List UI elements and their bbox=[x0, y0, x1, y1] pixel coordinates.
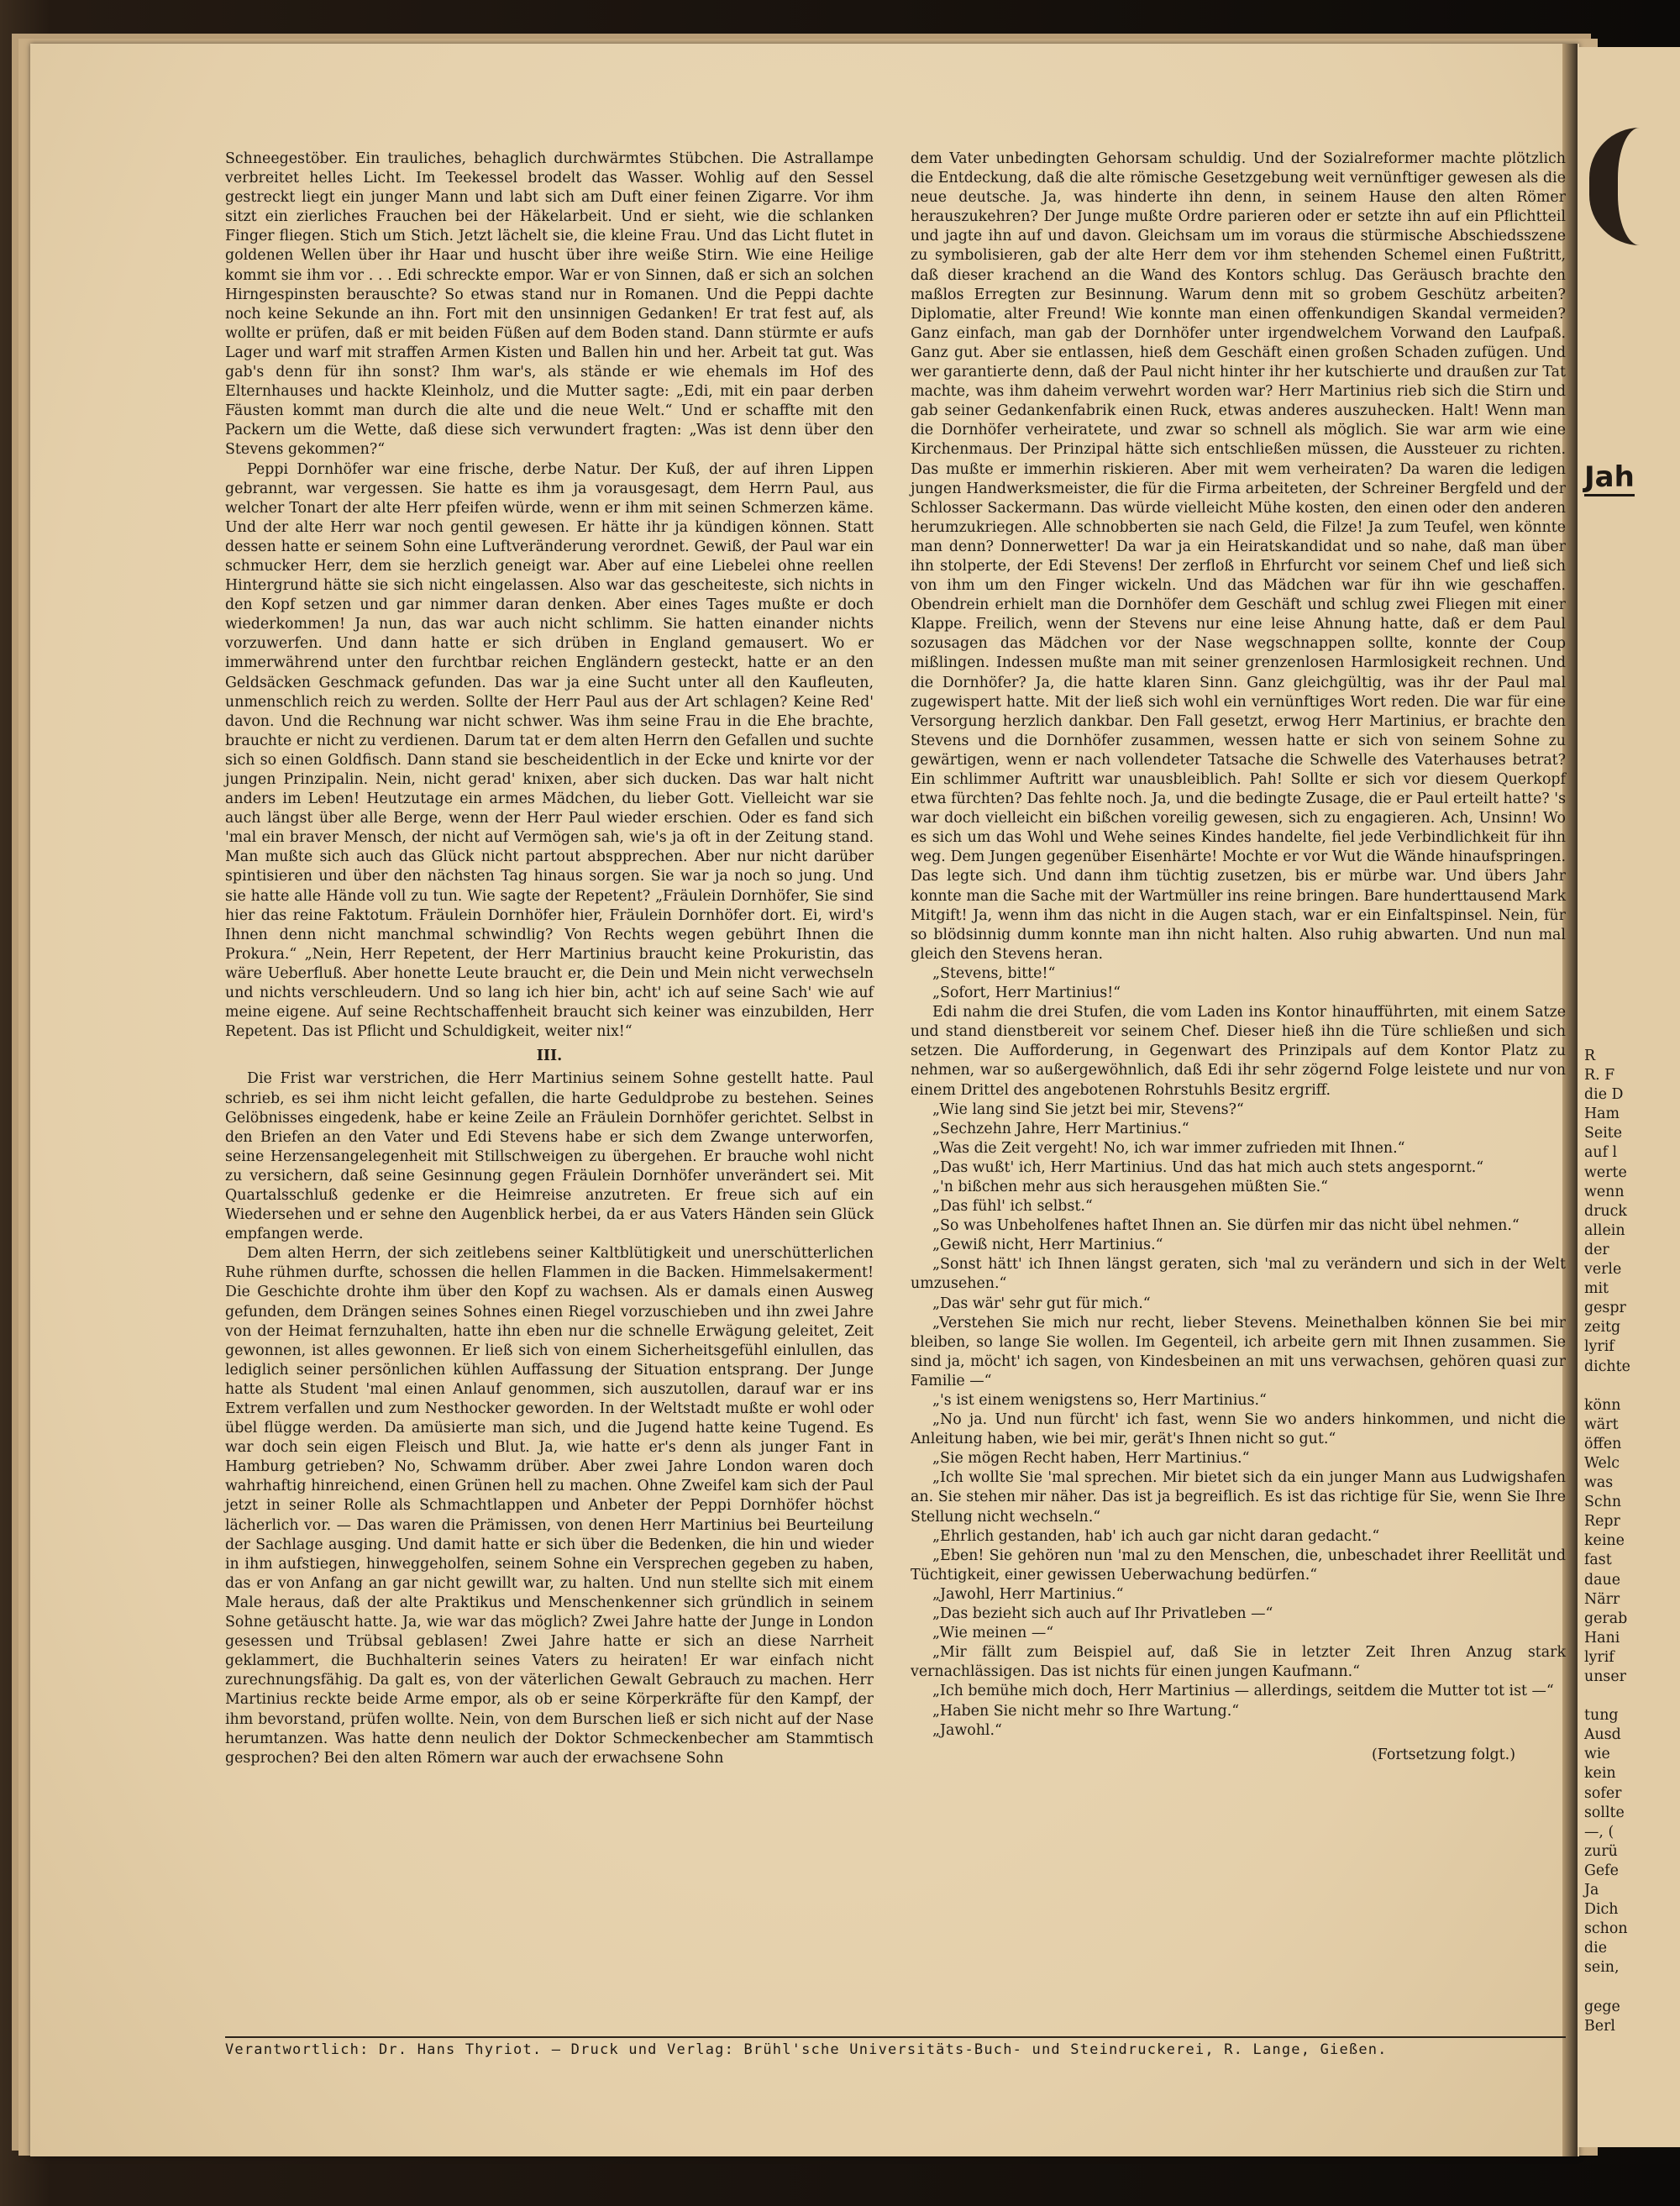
adjacent-page-line: öffen bbox=[1584, 1435, 1622, 1452]
adjacent-page-line: der bbox=[1584, 1241, 1609, 1258]
adjacent-page-line: sollte bbox=[1584, 1804, 1625, 1821]
section-number: III. bbox=[536, 1048, 563, 1065]
dialogue-line: „'s ist einem wenigstens so, Herr Martinius.“ bbox=[932, 1392, 1267, 1409]
paragraph: Die Frist war verstrichen, die Herr Martinius seinem Sohne gestellt hatte. Paul schrieb, es sei ihm nicht leicht gefallen, die harte Geduldprobe zu bestehen. Seines Gelöbnisses eingedenk, habe er keine Zeile an Fräulein Dornhöfer gerichtet. Selbst in den Briefen an den Vater und Edi Stevens habe er sich dem Zwange unterworfen, seine Herzensangelegenheit mit Stillschweigen zu übergehen. Er brauche wohl nicht zu versichern, daß seine Gesinnung gegen Fräulein Dornhöfer unverändert sei. Mit Quartalsschluß gedenke er die Heimreise anzutreten. Er freue sich auf ein Wiedersehen und er sehne den Augenblick herbei, da er aus Vaters Händen sein Glück empfangen werde. bbox=[225, 1070, 874, 1243]
adjacent-page-line: Närr bbox=[1584, 1590, 1620, 1608]
adjacent-page-line: R. F bbox=[1584, 1067, 1615, 1085]
adjacent-page-line: unser bbox=[1584, 1668, 1626, 1685]
adjacent-page-line: könn bbox=[1584, 1396, 1621, 1414]
adjacent-page-line: druck bbox=[1584, 1202, 1627, 1220]
dialogue-line: „Sofort, Herr Martinius!“ bbox=[932, 985, 1121, 1002]
adjacent-page-line: Seite bbox=[1584, 1125, 1623, 1142]
adjacent-page-heading: Jah bbox=[1584, 460, 1635, 496]
adjacent-page-line: Ausd bbox=[1584, 1726, 1621, 1744]
adjacent-page-line: auf l bbox=[1584, 1144, 1618, 1162]
adjacent-page-line: daue bbox=[1584, 1571, 1620, 1589]
adjacent-page-line: fast bbox=[1584, 1552, 1612, 1569]
dialogue-line: „So was Unbeholfenes haftet Ihnen an. Sie dürfen mir das nicht übel nehmen.“ bbox=[932, 1217, 1520, 1235]
adjacent-page-line: zurü bbox=[1584, 1842, 1618, 1860]
adjacent-page-line: tung bbox=[1584, 1707, 1619, 1725]
dialogue-line: „Jawohl, Herr Martinius.“ bbox=[932, 1585, 1124, 1603]
dialogue-line: „Wie lang sind Sie jetzt bei mir, Stevens?“ bbox=[932, 1100, 1244, 1118]
dialogue-line: „Sonst hätt' ich Ihnen längst geraten, sich 'mal zu verändern und sich in der Welt umzusehen.“ bbox=[911, 1256, 1566, 1293]
paragraph: Edi nahm die drei Stufen, die vom Laden ins Kontor hinaufführten, mit einem Satze und stand dienstbereit vor seinem Chef. Dieser hieß ihn die Türe schließen und sich setzen. Die Aufforderung, in Gegenwart des Prinzipals auf dem Kontor Platz zu nehmen, war so außergewöhnlich, daß Edi ihr sehr zögernd Folge leistete und nur von einem Drittel des angebotenen Rohrstuhls Besitz ergriff. bbox=[911, 1004, 1566, 1099]
footer-rule bbox=[225, 2036, 1566, 2038]
adjacent-page-line: gespr bbox=[1584, 1300, 1626, 1317]
dialogue-line: „Ich bemühe mich doch, Herr Martinius — allerdings, seitdem die Mutter tot ist —“ bbox=[932, 1683, 1554, 1700]
adjacent-page-line: Hani bbox=[1584, 1629, 1620, 1647]
dialogue-line: „No ja. Und nun fürcht' ich fast, wenn Sie wo anders hinkommen, und nicht die Anleitung haben, wie bei mir, gerät's Ihnen nicht so gut.“ bbox=[911, 1411, 1566, 1448]
large-initial-fragment bbox=[1589, 128, 1680, 245]
adjacent-page-line bbox=[1584, 1687, 1680, 1706]
adjacent-page-line: die bbox=[1584, 1940, 1607, 1957]
adjacent-page-line: zeitg bbox=[1584, 1319, 1621, 1337]
adjacent-page-line bbox=[1584, 1978, 1680, 1998]
dialogue-line: „Haben Sie nicht mehr so Ihre Wartung.“ bbox=[932, 1702, 1240, 1720]
adjacent-page-line: Welc bbox=[1584, 1454, 1620, 1472]
adjacent-page-line: werte bbox=[1584, 1163, 1627, 1181]
adjacent-page-line: gege bbox=[1584, 1998, 1620, 2015]
adjacent-page-line: Dich bbox=[1584, 1901, 1619, 1919]
adjacent-page-line: Ham bbox=[1584, 1106, 1620, 1123]
dialogue-line: „Das fühl' ich selbst.“ bbox=[932, 1198, 1093, 1216]
dialogue-line: „Das wär' sehr gut für mich.“ bbox=[932, 1295, 1151, 1312]
adjacent-page-line: sofer bbox=[1584, 1784, 1622, 1802]
dialogue-line: „Wie meinen —“ bbox=[932, 1625, 1054, 1642]
dialogue-line: „Das bezieht sich auch auf Ihr Privatleben —“ bbox=[932, 1605, 1273, 1623]
dialogue-line: „Verstehen Sie mich nur recht, lieber Stevens. Meinethalben können Sie bei mir bleiben, so lange Sie wollen. Im Gegenteil, ich arbeite gern mit Ihnen zusammen. Sie sind ja, möcht' ich sagen, von Kindesbeinen an mit uns verwachsen, gehören quasi zur Familie —“ bbox=[911, 1314, 1566, 1389]
adjacent-page-line: Schn bbox=[1584, 1494, 1622, 1511]
dialogue-line: „Was die Zeit vergeht! No, ich war immer zufrieden mit Ihnen.“ bbox=[932, 1139, 1405, 1157]
dialogue-line: „Ehrlich gestanden, hab' ich auch gar nicht daran gedacht.“ bbox=[932, 1527, 1380, 1545]
adjacent-page-text bbox=[1584, 1047, 1680, 2036]
adjacent-page bbox=[1578, 47, 1680, 2147]
adjacent-page-line: R bbox=[1584, 1048, 1596, 1064]
adjacent-page-line: Repr bbox=[1584, 1513, 1620, 1531]
paragraph: dem Vater unbedingten Gehorsam schuldig. Und der Sozialreformer machte plötzlich die Entdeckung, daß die alte römische Gesetzgebung weit vernünftiger gewesen als die neue deutsche. Ja, was hinderte ihn denn, in seinem Hause den alten Römer herauszukehren? Der Junge mußte Ordre parieren oder er setzte ihn auf ein Pflichtteil und jagte ihn auf und davon. Gleichsam um im voraus die stürmische Abschiedsszene zu symbolisieren, gab der alte Herr dem vor ihm stehenden Schemel einen Fußtritt, daß dieser krachend an die Wand des Kontors schlug. Das Geräusch brachte den maßlos Erregten zur Besinnung. Warum denn mit so grobem Geschütz arbeiten? Diplomatie, alter Freund! Wie konnte man einen offenkundigen Skandal vermeiden? Ganz einfach, man gab der Dornhöfer unter irgendwelchem Vorwand den Laufpaß. Ganz gut. Aber sie entlassen, hieß dem Geschäft einen großen Schaden zufügen. Und wer garantierte denn, daß der Paul nicht hinter ihr her kutschierte und draußen zur Tat machte, was ihm daheim verwehrt worden war? Herr Martinius rieb sich die Stirn und gab seiner Gedankenfabrik einen Ruck, etwas anderes auszuhecken. Halt! Wenn man die Dornhöfer verheiratete, und zwar so schnell als möglich. Sie war arm wie eine Kirchenmaus. Der Prinzipal hätte sich entschließen müssen, die Aussteuer zu richten. Das mußte er immerhin riskieren. Aber mit wem verheiraten? Da waren die ledigen jungen Handwerksmeister, die für die Firma arbeiteten, der Schreiner Bergfeld und der Schlosser Sackermann. Das würde vielleicht Mühe kosten, den einen oder den anderen herumzukriegen. Alle schnobberten sie nach Geld, die Filze! Ja zum Teufel, wen könnte man denn? Donnerwetter! Da war ja ein Heiratskandidat und so nahe, daß man über ihn stolperte, der Edi Stevens! Der zerfloß in Ehrfurcht vor seinem Chef und ließ sich von ihm um den Finger wickeln. Und das Mädchen war für ihn wie geschaffen. Obendrein erhielt man die Dornhöfer dem Geschäft und schlug zwei Fliegen mit einer Klappe. Freilich, wenn der Stevens nur eine leise Ahnung hatte, daß er dem Paul sozusagen das Mädchen vor der Nase wegschnappen sollte, konnte der Coup mißlingen. Indessen mußte man mit seiner grenzenlosen Harmlosigkeit rechnen. Und die Dornhöfer? Ja, die hatte klaren Sinn. Ganz gleichgültig, was ihr der Paul mal zugewispert hatte. Mit der ließ sich wohl ein vernünftiges Wort reden. Die war für eine Versorgung herzlich dankbar. Den Fall gesetzt, erwog Herr Martinius, er brachte den Stevens und die Dornhöfer zusammen, wessen hatte er sich von seinem Sohne zu gewärtigen, wenn er nach vollendeter Tatsache die Schwelle des Vaterhauses betrat? Ein schlimmer Auftritt war unausbleiblich. Pah! Sollte er sich vor diesem Querkopf etwa fürchten? Das fehlte noch. Ja, und die bedingte Zusage, die er Paul erteilt hatte? 's war doch vielleicht ein bißchen voreilig gewesen, sich zu engagieren. Ach, Unsinn! Wo es sich um das Wohl und Wehe seines Kindes handelte, fiel jede Verbindlichkeit für ihn weg. Dem Jungen gegenüber Eisenhärte! Mochte er vor Wut die Wände hinaufspringen. Das legte sich. Und dann ihm tüchtig zusetzen, bis er mürbe war. Und übers Jahr konnte man die Sache mit der Wartmüller ins reine bringen. Bare hunderttausend Mark Mitgift! Ja, wenn ihm das nicht in die Augen stach, war er ein Einfaltspinsel. Nein, für so blödsinnig dumm konnte man ihn nicht halten. Also ruhig abwarten. Und nun mal gleich den Stevens heran. bbox=[911, 150, 1566, 963]
dialogue-line: „Sechzehn Jahre, Herr Martinius.“ bbox=[932, 1120, 1189, 1137]
dialogue-line: „Eben! Sie gehören nun 'mal zu den Menschen, die, unbeschadet ihrer Reellität und Tüchtigkeit, einer gewissen Ueberwachung bedürfen.“ bbox=[911, 1547, 1566, 1584]
adjacent-page-line: Ja bbox=[1584, 1882, 1599, 1899]
dialogue-line: „Jawohl.“ bbox=[932, 1721, 1002, 1739]
dialogue-line: „'n bißchen mehr aus sich herausgehen müßten Sie.“ bbox=[932, 1178, 1329, 1195]
adjacent-page-line: dichte bbox=[1584, 1358, 1630, 1375]
adjacent-page-line: kein bbox=[1584, 1765, 1616, 1783]
adjacent-page-line: wie bbox=[1584, 1746, 1610, 1763]
imprint-footer: Verantwortlich: Dr. Hans Thyriot. — Druck und Verlag: Brühl'sche Universitäts-Buch- und Steindruckerei, R. Lange, Gießen. bbox=[225, 2041, 1388, 2058]
adjacent-page-line: lyrif bbox=[1584, 1648, 1614, 1666]
adjacent-page-line: keine bbox=[1584, 1532, 1625, 1550]
adjacent-page-line: wärt bbox=[1584, 1416, 1619, 1433]
adjacent-page-line: —, ( bbox=[1584, 1823, 1614, 1841]
dialogue-line: „Das wußt' ich, Herr Martinius. Und das hat mich auch stets angespornt.“ bbox=[932, 1158, 1484, 1176]
dialogue-line: „Mir fällt zum Beispiel auf, daß Sie in letzter Zeit Ihren Anzug stark vernachlässigen. Das ist nichts für einen jungen Kaufmann.“ bbox=[911, 1644, 1566, 1681]
adjacent-page-line: sein, bbox=[1584, 1959, 1620, 1977]
dialogue-line: „Sie mögen Recht haben, Herr Martinius.“ bbox=[932, 1450, 1250, 1468]
continuation-note: (Fortsetzung folgt.) bbox=[1371, 1746, 1515, 1763]
text-column-left bbox=[225, 150, 874, 1768]
paragraph: Schneegestöber. Ein trauliches, behaglich durchwärmtes Stübchen. Die Astrallampe verbreitet helles Licht. Im Teekessel brodelt das Wasser. Wohlig auf den Sessel gestreckt liegt ein junger Mann und labt sich am Duft einer feinen Zigarre. Vor ihm sitzt ein zierliches Frauchen bei der Häkelarbeit. Und er sieht, wie die schlanken Finger fliegen. Stich um Stich. Jetzt lächelt sie, die kleine Frau. Und das Licht flutet in goldenen Wellen über ihr Haar und huscht über ihre weiße Stirn. Wie eine Heilige kommt sie ihm vor . . . Edi schreckte empor. War er von Sinnen, daß er sich an solchen Hirngespinsten berauschte? So etwas stand nur in Romanen. Und die Peppi dachte noch keine Sekunde an ihn. Fort mit den unsinnigen Gedanken! Er trat fest auf, als wollte er prüfen, daß er mit beiden Füßen auf dem Boden stand. Dann stürmte er aufs Lager und warf mit straffen Armen Kisten und Ballen hin und her. Arbeit tat gut. Was gab's denn für ihn sonst? Ihm war's, als stände er wie ehemals im Hof des Elternhauses und hackte Kleinholz, und die Mutter sagte: „Edi, mit ein paar derben Fäusten kommt man durch die alte und die neue Welt.“ Und er schaffte mit den Packern um die Wette, daß diese sich verwundert fragten: „Was ist denn über den Stevens gekommen?“ bbox=[225, 150, 874, 459]
paragraph: Dem alten Herrn, der sich zeitlebens seiner Kaltblütigkeit und unerschütterlichen Ruhe rühmen durfte, schossen die hellen Flammen in die Backen. Himmelsakerment! Die Geschichte drohte ihm über den Kopf zu wachsen. Als er damals einen Ausweg gefunden, dem Drängen seines Sohnes einen Riegel vorzuschieben und ihn zwei Jahre von der Heimat fernzuhalten, hatte ihn eben nur die schnelle Erwägung geleitet, Zeit gewonnen, ist alles gewonnen. Er ließ sich von einem Sicherheitsgefühl einlullen, das lediglich seiner persönlichen kühlen Auffassung der Situation entsprang. Der Junge hatte als Student 'mal einen Anlauf genommen, sich auszutollen, darauf war er ins Extrem verfallen und zum Nesthocker geworden. In der Weltstadt mußte er wohl oder übel flügge werden. Da amüsierte man sich, und die Jugend hatte keine Tugend. Es war doch sein eigen Fleisch und Blut. Ja, wie hatte er's denn als junger Fant in Hamburg getrieben? No, Schwamm drüber. Aber zwei Jahre London waren doch wahrhaftig hinreichend, einen Grünen hell zu machen. Ohne Zweifel kam sich der Paul jetzt in seiner Rolle als Schmachtlappen und Anbeter der Peppi Dornhöfer höchst lächerlich vor. — Das waren die Prämissen, von denen Herr Martinius bei Beurteilung der Sachlage ausging. Und damit hatte er sich über die Bedenken, die hin und wieder in ihm aufstiegen, hinweggeholfen, seinem Sohne ein Versprechen gegeben zu haben, das er von Anfang an gar nicht gewillt war, zu halten. Und nun stellte sich mit einem Male heraus, daß der alte Praktikus und Menschenkenner sich gründlich in seinem Sohne getäuscht hatte. Ja, wie war das möglich? Zwei Jahre hatte der Junge in London gesessen und Trübsal geblasen! Zwei Jahre hatte er sich an diese Narrheit geklammert, die Buchhalterin seines Vaters zu heiraten! Er war einfach nicht zurechnungsfähig. Da galt es, von der väterlichen Gewalt Gebrauch zu machen. Herr Martinius reckte beide Arme empor, als ob er seine Körperkräfte für den Kampf, der ihm bevorstand, prüfen wollte. Nein, von dem Burschen ließ er sich nicht auf der Nase herumtanzen. Was hatte denn neulich der Doktor Schmeckenbecher am Stammtisch gesprochen? Bei den alten Römern war auch der erwachsene Sohn bbox=[225, 1245, 874, 1767]
adjacent-page-line: verle bbox=[1584, 1261, 1622, 1279]
adjacent-page-line: allein bbox=[1584, 1221, 1625, 1239]
adjacent-page-line: Berl bbox=[1584, 2017, 1615, 2035]
adjacent-page-line: gerab bbox=[1584, 1610, 1628, 1627]
adjacent-page-line: lyrif bbox=[1584, 1338, 1614, 1356]
paragraph: Peppi Dornhöfer war eine frische, derbe Natur. Der Kuß, der auf ihren Lippen gebrannt, war vergessen. Sie hatte es ihm ja vorausgesagt, dem Herrn Paul, aus welcher Tonart der alte Herr pfeifen würde, wenn er ihm mit seinen Schmerzen käme. Und der alte Herr war noch gentil gewesen. Er hätte ihr ja kündigen können. Statt dessen hatte er seinem Sohn eine Luftveränderung verordnet. Gewiß, der Paul war ein schmucker Herr, dem sie herzlich geneigt war. Aber auf eine Liebelei ohne reellen Hintergrund hätte sie sich nicht eingelassen. Also war das gescheiteste, sich nichts in den Kopf setzen und gar nimmer daran denken. Aber eines Tages mußte er doch wiederkommen! Ja nun, das war auch nicht schlimm. Sie hatten einander nichts vorzuwerfen. Und dann hatte er sich drüben in England gemausert. Wo er immerwährend unter den furchtbar reichen Engländern gesteckt, hatte er an den Geldsäcken Geschmack gefunden. Das war ja eine Sucht unter all den Kaufleuten, unmenschlich reich zu werden. Sollte der Herr Paul aus der Art schlagen? Keine Red' davon. Und die Rechnung war nicht schwer. Was ihm seine Frau in die Ehe brachte, brauchte er nicht zu verdienen. Darum tat er dem alten Herrn den Gefallen und suchte sich so einen Goldfisch. Dann stand sie bescheidentlich in der Ecke und knirte vor der jungen Prinzipalin. Nein, nicht gerad' knixen, aber sich ducken. Das war halt nicht anders im Leben! Heutzutage ein armes Mädchen, du lieber Gott. Vielleicht war sie auch längst über alle Berge, wenn der Herr Paul wieder erschien. Oder es fand sich 'mal ein braver Mensch, der nicht auf Vermögen sah, wie's ja oft in der Zeitung stand. Man mußte sich auch das Glück nicht partout abspprechen. Aber nur nicht darüber spintisieren und über den nächsten Tag hinaus sorgen. Sie war ja noch so jung. Und sie hatte alle Hände voll zu tun. Wie sagte der Repetent? „Fräulein Dornhöfer, Sie sind hier das reine Faktotum. Fräulein Dornhöfer hier, Fräulein Dornhöfer dort. Ei, wird's Ihnen denn nicht manchmal schwindlig? Von Rechts wegen gebührt Ihnen die Prokura.“ „Nein, Herr Repetent, der Herr Martinius braucht keine Prokuristin, das wäre Ueberfluß. Aber honette Leute braucht er, die Dein und Mein nicht verwechseln und nichts verschleudern. Und so lang ich hier bin, acht' ich auf seine Sach' wie auf meine eigene. Auf seine Rechtschaffenheit braucht sich keiner was einzubilden, Herr Repetent. Das ist Pflicht und Schuldigkeit, weiter nix!“ bbox=[225, 460, 874, 1041]
adjacent-page-line: Gefe bbox=[1584, 1862, 1619, 1879]
adjacent-page-line: wenn bbox=[1584, 1183, 1625, 1200]
adjacent-page-line: mit bbox=[1584, 1280, 1609, 1298]
adjacent-page-line: schon bbox=[1584, 1920, 1628, 1938]
adjacent-page-line: was bbox=[1584, 1474, 1614, 1492]
text-column-right bbox=[911, 150, 1566, 1765]
adjacent-page-line: die D bbox=[1584, 1086, 1624, 1104]
adjacent-page-line bbox=[1584, 1377, 1680, 1396]
dialogue-line: „Ich wollte Sie 'mal sprechen. Mir bietet sich da ein junger Mann aus Ludwigshafen an. Sie stehen mir näher. Das ist ja begreiflich. Es ist das richtige für Sie, wenn Sie Ihre Stellung nicht wechseln.“ bbox=[911, 1469, 1566, 1526]
dialogue-line: „Gewiß nicht, Herr Martinius.“ bbox=[932, 1237, 1163, 1254]
dialogue-line: „Stevens, bitte!“ bbox=[932, 964, 1056, 982]
